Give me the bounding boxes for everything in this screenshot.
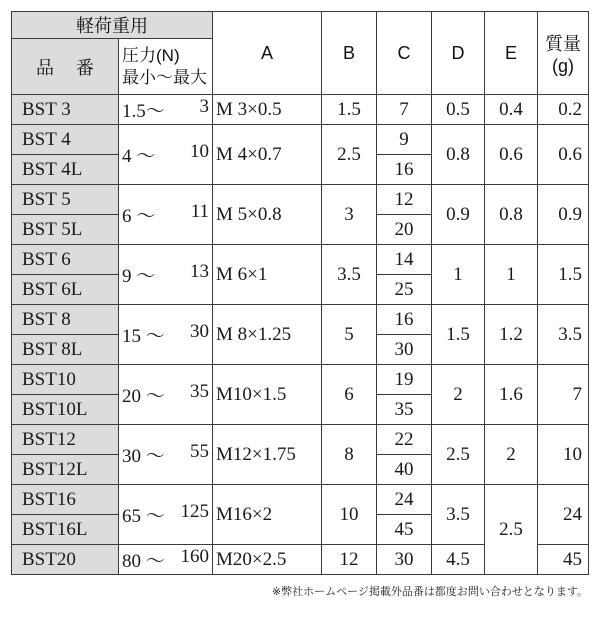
e-cell: 0.4 xyxy=(485,95,538,125)
c-cell: 9 xyxy=(377,125,432,155)
spec-table xyxy=(11,11,589,575)
part-number-cell: BST12L xyxy=(12,455,119,485)
a-cell: M 4×0.7 xyxy=(213,125,322,185)
part-number-cell: BST12 xyxy=(12,425,119,455)
pressure-max: 125 xyxy=(180,501,209,522)
c-cell: 14 xyxy=(377,245,432,275)
header-b: B xyxy=(322,12,377,95)
d-cell: 0.5 xyxy=(432,95,485,125)
pressure-min: 4 ～ xyxy=(122,146,156,167)
e-cell: 0.8 xyxy=(485,185,538,245)
e-cell: 1 xyxy=(485,245,538,305)
part-number-cell: BST 4 xyxy=(12,125,119,155)
pressure-cell xyxy=(119,485,213,545)
mass-cell: 45 xyxy=(538,545,589,575)
c-cell: 16 xyxy=(377,305,432,335)
a-cell: M 5×0.8 xyxy=(213,185,322,245)
part-number-cell: BST 4L xyxy=(12,155,119,185)
c-cell: 45 xyxy=(377,515,432,545)
c-cell: 16 xyxy=(377,155,432,185)
pressure-min: 9 ～ xyxy=(122,266,156,287)
pressure-cell xyxy=(119,545,213,575)
mass-cell: 10 xyxy=(538,425,589,485)
table-row xyxy=(12,485,589,515)
pressure-cell xyxy=(119,305,213,365)
pressure-max: 55 xyxy=(190,441,209,462)
mass-cell: 7 xyxy=(538,365,589,425)
mass-cell: 0.6 xyxy=(538,125,589,185)
pressure-min: 30 ～ xyxy=(122,446,165,467)
table-row xyxy=(12,425,589,455)
table-row xyxy=(12,95,589,125)
b-cell: 12 xyxy=(322,545,377,575)
e-cell: 2 xyxy=(485,425,538,485)
part-number-cell: BST16 xyxy=(12,485,119,515)
pressure-min: 80 ～ xyxy=(122,551,165,572)
header-mass-label: 質量 xyxy=(545,33,581,54)
pressure-max: 160 xyxy=(180,546,209,567)
header-a: A xyxy=(213,12,322,95)
table-row xyxy=(12,305,589,335)
part-number-cell: BST 6L xyxy=(12,275,119,305)
b-cell: 3 xyxy=(322,185,377,245)
header-d: D xyxy=(432,12,485,95)
pressure-max: 10 xyxy=(190,141,209,162)
header-part-number-char1: 品 xyxy=(36,57,54,78)
header-mass xyxy=(538,12,589,95)
footnote: ※弊社ホームページ掲載外品番は都度お問い合わせとなります。 xyxy=(271,585,588,598)
header-pressure-label: 圧力(N) xyxy=(122,45,180,65)
part-number-cell: BST10L xyxy=(12,395,119,425)
a-cell: M 6×1 xyxy=(213,245,322,305)
d-cell: 2 xyxy=(432,365,485,425)
a-cell: M20×2.5 xyxy=(213,545,322,575)
header-c: C xyxy=(377,12,432,95)
part-number-cell: BST 8L xyxy=(12,335,119,365)
d-cell: 2.5 xyxy=(432,425,485,485)
a-cell: M10×1.5 xyxy=(213,365,322,425)
header-part-number xyxy=(12,39,119,95)
header-pressure-range: 最小～最大 xyxy=(122,67,207,87)
part-number-cell: BST 3 xyxy=(12,95,119,125)
table-row xyxy=(12,365,589,395)
b-cell: 2.5 xyxy=(322,125,377,185)
c-cell: 24 xyxy=(377,485,432,515)
pressure-cell xyxy=(119,245,213,305)
b-cell: 1.5 xyxy=(322,95,377,125)
b-cell: 10 xyxy=(322,485,377,545)
d-cell: 1.5 xyxy=(432,305,485,365)
mass-cell: 0.9 xyxy=(538,185,589,245)
header-group-light-load: 軽荷重用 xyxy=(12,12,213,39)
e-cell: 2.5 xyxy=(485,485,538,575)
d-cell: 1 xyxy=(432,245,485,305)
d-cell: 4.5 xyxy=(432,545,485,575)
pressure-max: 30 xyxy=(190,321,209,342)
mass-cell: 1.5 xyxy=(538,245,589,305)
pressure-min: 1.5～ xyxy=(122,101,165,122)
pressure-cell xyxy=(119,365,213,425)
b-cell: 6 xyxy=(322,365,377,425)
c-cell: 40 xyxy=(377,455,432,485)
e-cell: 1.2 xyxy=(485,305,538,365)
pressure-min: 6 ～ xyxy=(122,206,156,227)
d-cell: 3.5 xyxy=(432,485,485,545)
pressure-min: 15 ～ xyxy=(122,326,165,347)
a-cell: M16×2 xyxy=(213,485,322,545)
c-cell: 20 xyxy=(377,215,432,245)
header-e: E xyxy=(485,12,538,95)
pressure-max: 11 xyxy=(190,201,209,222)
part-number-cell: BST10 xyxy=(12,365,119,395)
c-cell: 30 xyxy=(377,545,432,575)
c-cell: 12 xyxy=(377,185,432,215)
mass-cell: 24 xyxy=(538,485,589,545)
mass-cell: 0.2 xyxy=(538,95,589,125)
pressure-cell xyxy=(119,185,213,245)
header-mass-unit: (g) xyxy=(552,55,574,76)
pressure-max: 35 xyxy=(190,381,209,402)
c-cell: 19 xyxy=(377,365,432,395)
pressure-min: 65 ～ xyxy=(122,506,165,527)
pressure-cell xyxy=(119,425,213,485)
part-number-cell: BST 5 xyxy=(12,185,119,215)
part-number-cell: BST 8 xyxy=(12,305,119,335)
part-number-cell: BST 5L xyxy=(12,215,119,245)
pressure-max: 13 xyxy=(190,261,209,282)
part-number-cell: BST16L xyxy=(12,515,119,545)
part-number-cell: BST 6 xyxy=(12,245,119,275)
c-cell: 35 xyxy=(377,395,432,425)
e-cell: 1.6 xyxy=(485,365,538,425)
b-cell: 3.5 xyxy=(322,245,377,305)
b-cell: 5 xyxy=(322,305,377,365)
d-cell: 0.9 xyxy=(432,185,485,245)
c-cell: 25 xyxy=(377,275,432,305)
b-cell: 8 xyxy=(322,425,377,485)
c-cell: 30 xyxy=(377,335,432,365)
a-cell: M 3×0.5 xyxy=(213,95,322,125)
a-cell: M 8×1.25 xyxy=(213,305,322,365)
table-row xyxy=(12,245,589,275)
mass-cell: 3.5 xyxy=(538,305,589,365)
part-number-cell: BST20 xyxy=(12,545,119,575)
header-part-number-char2: 番 xyxy=(76,57,94,78)
pressure-max: 3 xyxy=(199,96,209,117)
e-cell: 0.6 xyxy=(485,125,538,185)
pressure-cell xyxy=(119,95,213,125)
pressure-min: 20 ～ xyxy=(122,386,165,407)
header-pressure xyxy=(119,39,213,95)
a-cell: M12×1.75 xyxy=(213,425,322,485)
pressure-cell xyxy=(119,125,213,185)
table-row xyxy=(12,185,589,215)
c-cell: 22 xyxy=(377,425,432,455)
c-cell: 7 xyxy=(377,95,432,125)
table-row xyxy=(12,125,589,155)
d-cell: 0.8 xyxy=(432,125,485,185)
